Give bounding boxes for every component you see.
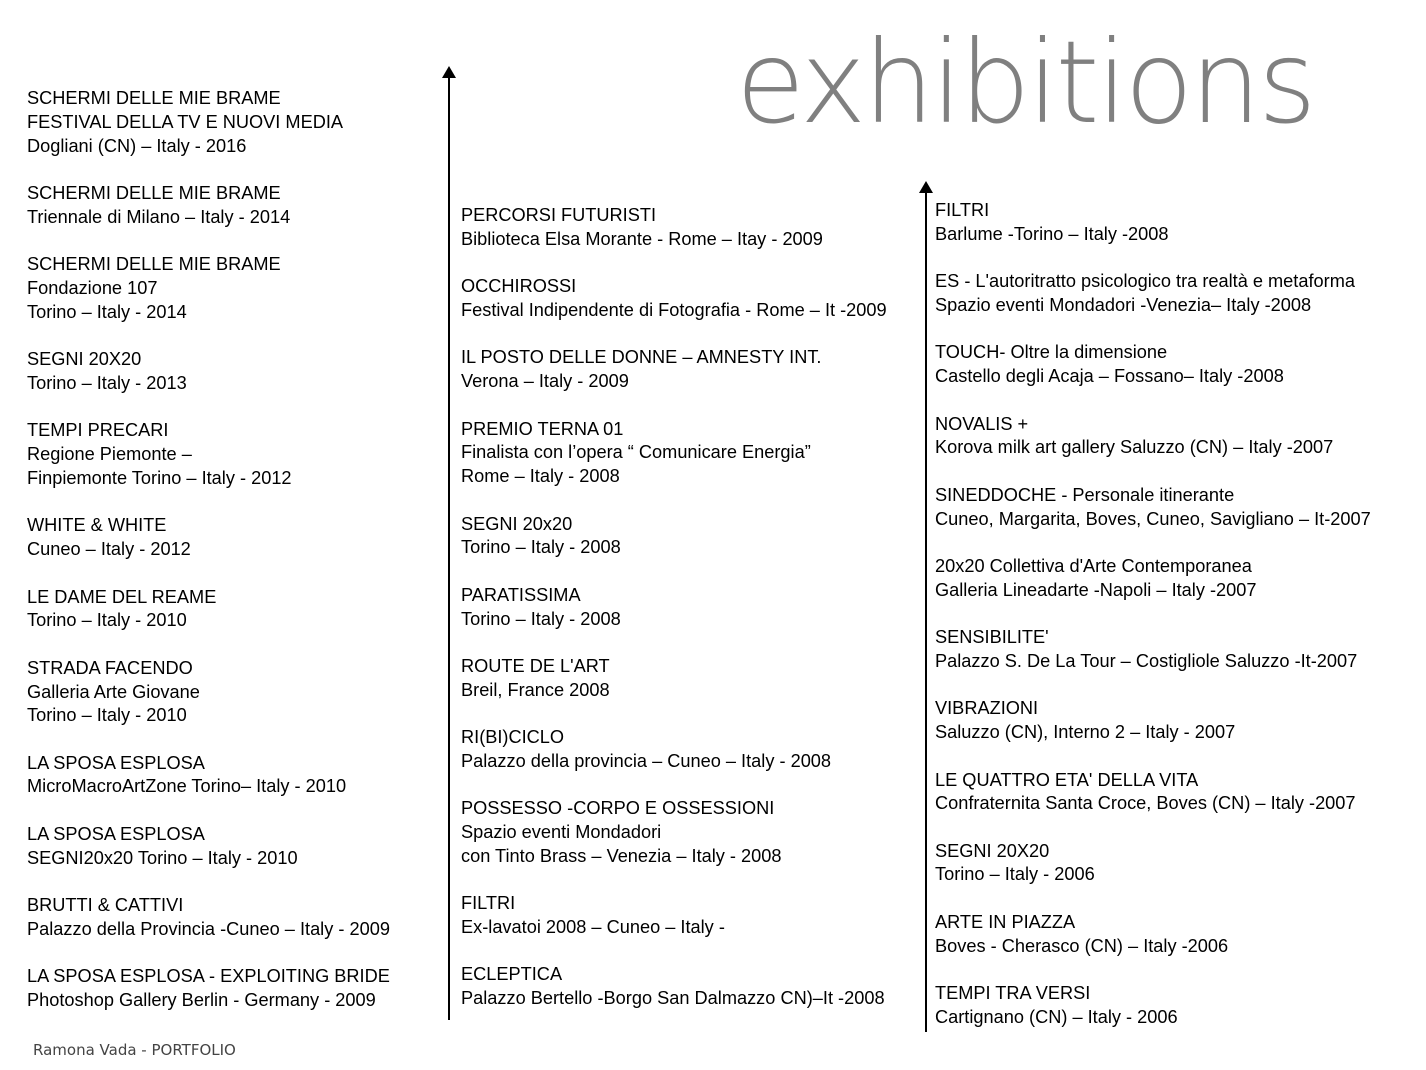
timeline-arrow-right	[919, 181, 933, 1032]
exhibition-title: IL POSTO DELLE DONNE – AMNESTY INT.	[461, 347, 822, 368]
exhibition-title: LE DAME DEL REAME	[27, 586, 217, 607]
exhibition-title: WHITE & WHITE	[27, 515, 167, 536]
exhibition-detail: Spazio eventi Mondadori -Venezia– Italy -2008	[935, 294, 1312, 315]
exhibition-detail: Galleria Arte Giovane	[27, 681, 200, 702]
exhibition-entry	[27, 87, 390, 158]
exhibition-title: PERCORSI FUTURISTI	[461, 205, 657, 225]
exhibition-title: TOUCH- Oltre la dimensione	[935, 342, 1168, 363]
exhibition-title: SEGNI 20x20	[461, 513, 573, 534]
exhibition-title: LA SPOSA ESPLOSA	[27, 752, 205, 773]
exhibition-title: TEMPI PRECARI	[27, 420, 169, 441]
exhibition-detail: Cuneo – Italy - 2012	[27, 539, 191, 560]
exhibition-entry	[461, 275, 887, 323]
exhibition-detail: Fondazione 107	[27, 277, 158, 298]
exhibition-detail: Castello degli Acaja – Fossano– Italy -2008	[935, 366, 1284, 387]
exhibition-detail: Regione Piemonte –	[27, 444, 192, 465]
exhibition-entry	[935, 484, 1371, 532]
exhibitions-column-3	[935, 199, 1371, 1053]
exhibition-title: RI(BI)CICLO	[461, 727, 565, 748]
exhibitions-column-2	[461, 204, 887, 1035]
exhibition-detail: Breil, France 2008	[461, 679, 610, 700]
exhibition-detail: Korova milk art gallery Saluzzo (CN) – Italy -2007	[935, 437, 1334, 458]
timeline-arrow-left	[442, 66, 456, 1020]
exhibition-detail: Festival Indipendente di Fotografia - Rome – It -2009	[461, 299, 887, 320]
exhibition-entry	[461, 418, 887, 489]
exhibition-entry	[935, 982, 1371, 1030]
exhibition-entry	[461, 584, 887, 632]
exhibition-detail: Confraternita Santa Croce, Boves (CN) – Italy -2007	[935, 793, 1356, 814]
exhibition-entry	[461, 963, 887, 1011]
exhibition-title: PARATISSIMA	[461, 584, 581, 605]
exhibition-title: SCHERMI DELLE MIE BRAME	[27, 182, 281, 203]
exhibition-detail: Finalista con l’opera “ Comunicare Energia”	[461, 442, 811, 463]
exhibition-detail: SEGNI20x20 Torino – Italy - 2010	[27, 847, 298, 868]
exhibition-detail: Cuneo, Margarita, Boves, Cuneo, Savigliano – It-2007	[935, 508, 1371, 529]
exhibition-detail: Palazzo della Provincia -Cuneo – Italy - 2009	[27, 918, 390, 939]
exhibition-title: LE QUATTRO ETA' DELLA VITA	[935, 769, 1199, 790]
timeline-line	[448, 76, 450, 1020]
exhibition-entry	[27, 419, 390, 490]
exhibition-entry	[27, 752, 390, 800]
exhibition-detail: Ex-lavatoi 2008 – Cuneo – Italy -	[461, 917, 725, 938]
exhibition-detail: Barlume -Torino – Italy -2008	[935, 223, 1169, 244]
exhibition-entry	[935, 697, 1371, 745]
exhibition-detail: Boves - Cherasco (CN) – Italy -2006	[935, 935, 1229, 956]
exhibition-title: 20x20 Collettiva d'Arte Contemporanea	[935, 555, 1252, 576]
exhibition-entry	[935, 769, 1371, 817]
exhibition-detail: Palazzo della provincia – Cuneo – Italy - 2008	[461, 750, 832, 771]
exhibitions-column-1	[27, 87, 390, 1036]
exhibition-title: ROUTE DE L'ART	[461, 655, 610, 676]
exhibition-detail: Saluzzo (CN), Interno 2 – Italy - 2007	[935, 722, 1236, 743]
exhibition-detail: Torino – Italy - 2010	[27, 705, 187, 726]
exhibition-title: STRADA FACENDO	[27, 657, 193, 678]
exhibition-entry	[935, 555, 1371, 603]
exhibition-detail: Torino – Italy - 2008	[461, 537, 621, 558]
exhibition-detail: con Tinto Brass – Venezia – Italy - 2008	[461, 845, 782, 866]
exhibition-entry	[27, 894, 390, 942]
exhibition-entry	[461, 655, 887, 703]
exhibition-entry	[935, 270, 1371, 318]
exhibition-detail: Torino – Italy - 2014	[27, 301, 187, 322]
exhibition-entry	[27, 657, 390, 728]
exhibition-entry	[27, 514, 390, 562]
exhibition-title: OCCHIROSSI	[461, 276, 577, 297]
exhibition-entry	[27, 253, 390, 324]
exhibition-entry	[461, 513, 887, 561]
exhibition-entry	[935, 626, 1371, 674]
exhibition-title: LA SPOSA ESPLOSA	[27, 823, 205, 844]
exhibition-detail: Cartignano (CN) – Italy - 2006	[935, 1006, 1178, 1027]
exhibition-title: LA SPOSA ESPLOSA - EXPLOITING BRIDE	[27, 966, 390, 987]
exhibition-title: FILTRI	[935, 200, 990, 220]
exhibition-detail: Torino – Italy - 2010	[27, 610, 187, 631]
exhibition-title: TEMPI TRA VERSI	[935, 983, 1091, 1004]
exhibition-title: SEGNI 20X20	[935, 840, 1050, 861]
exhibition-entry	[461, 797, 887, 868]
exhibition-entry	[935, 911, 1371, 959]
exhibition-title: VIBRAZIONI	[935, 698, 1039, 719]
exhibition-detail: FESTIVAL DELLA TV E NUOVI MEDIA	[27, 111, 344, 132]
exhibition-detail: Palazzo Bertello -Borgo San Dalmazzo CN)–It -2008	[461, 988, 885, 1009]
exhibition-detail: Verona – Italy - 2009	[461, 371, 629, 392]
exhibition-title: FILTRI	[461, 893, 516, 914]
exhibition-detail: Triennale di Milano – Italy - 2014	[27, 206, 291, 227]
exhibition-detail: Torino – Italy - 2013	[27, 372, 187, 393]
exhibition-entry	[27, 965, 390, 1013]
exhibition-title: BRUTTI & CATTIVI	[27, 895, 184, 916]
exhibition-title: ECLEPTICA	[461, 964, 563, 985]
exhibition-entry	[27, 823, 390, 871]
exhibition-detail: Rome – Italy - 2008	[461, 466, 620, 487]
exhibition-detail: Photoshop Gallery Berlin - Germany - 2009	[27, 990, 376, 1011]
exhibition-entry	[27, 182, 390, 230]
exhibition-title: ARTE IN PIAZZA	[935, 911, 1076, 932]
exhibition-detail: Biblioteca Elsa Morante - Rome – Itay - 2009	[461, 228, 823, 249]
exhibition-title: NOVALIS +	[935, 413, 1029, 434]
exhibition-detail: Torino – Italy - 2006	[935, 864, 1095, 885]
exhibition-entry	[461, 346, 887, 394]
exhibition-title: PREMIO TERNA 01	[461, 418, 624, 439]
exhibition-detail: Galleria Lineadarte -Napoli – Italy -2007	[935, 579, 1257, 600]
exhibition-entry	[935, 341, 1371, 389]
exhibition-title: POSSESSO -CORPO E OSSESSIONI	[461, 798, 775, 819]
exhibition-title: SCHERMI DELLE MIE BRAME	[27, 88, 281, 108]
exhibition-detail: Finpiemonte Torino – Italy - 2012	[27, 467, 292, 488]
exhibition-title: SEGNI 20X20	[27, 349, 142, 370]
exhibition-title: SCHERMI DELLE MIE BRAME	[27, 254, 281, 275]
exhibition-entry	[461, 892, 887, 940]
exhibition-title: ES - L'autoritratto psicologico tra realtà e metaforma	[935, 271, 1355, 292]
exhibition-entry	[935, 840, 1371, 888]
exhibition-entry	[935, 199, 1371, 247]
exhibition-entry	[461, 204, 887, 252]
exhibition-detail: Palazzo S. De La Tour – Costigliole Saluzzo -It-2007	[935, 650, 1358, 671]
exhibition-entry	[27, 586, 390, 634]
exhibition-title: SINEDDOCHE - Personale itinerante	[935, 484, 1235, 505]
exhibition-entry	[27, 348, 390, 396]
exhibition-entry	[461, 726, 887, 774]
exhibition-detail: Spazio eventi Mondadori	[461, 822, 662, 843]
exhibition-title: SENSIBILITE'	[935, 627, 1049, 648]
timeline-line	[925, 191, 927, 1032]
exhibition-detail: MicroMacroArtZone Torino– Italy - 2010	[27, 776, 347, 797]
page-title: exhibitions	[736, 16, 1314, 150]
exhibition-detail: Dogliani (CN) – Italy - 2016	[27, 135, 247, 156]
exhibition-detail: Torino – Italy - 2008	[461, 608, 621, 629]
portfolio-footer: Ramona Vada - PORTFOLIO	[33, 1041, 236, 1059]
exhibition-entry	[935, 413, 1371, 461]
